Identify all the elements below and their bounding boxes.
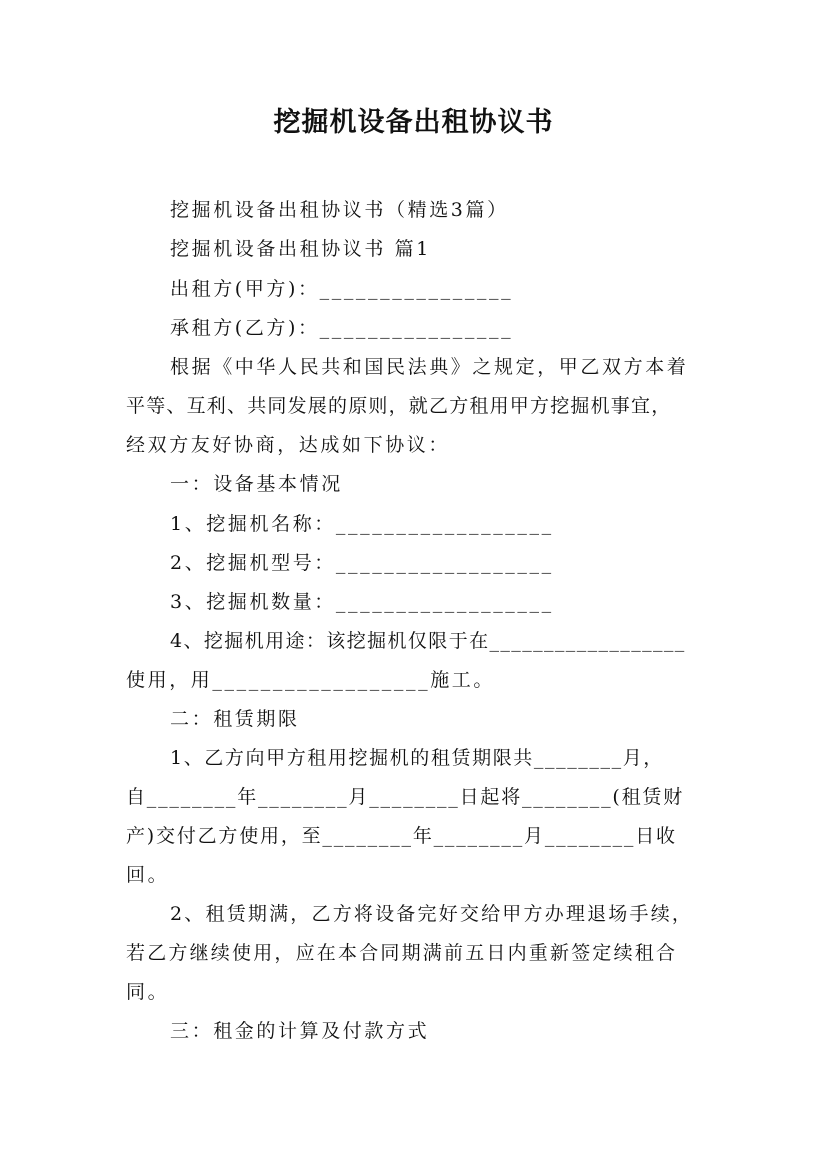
lessor-field: 出租方(甲方)：________________ bbox=[170, 278, 514, 300]
section-heading-part1: 挖掘机设备出租协议书 篇1 bbox=[170, 238, 431, 260]
paragraph-line: 经双方友好协商，达成如下协议： bbox=[126, 434, 451, 456]
equipment-name-field: 1、挖掘机名称：__________________ bbox=[170, 513, 554, 535]
equipment-model-field: 2、挖掘机型号：__________________ bbox=[170, 552, 554, 574]
doc-subtitle: 挖掘机设备出租协议书（精选3篇） bbox=[170, 199, 509, 221]
equipment-use-field: 4、挖掘机用途：该挖掘机仅限于在__________________ bbox=[170, 630, 686, 652]
equipment-quantity-field: 3、挖掘机数量：__________________ bbox=[170, 591, 554, 613]
paragraph-line: 使用，用__________________施工。 bbox=[126, 669, 496, 691]
paragraph-line: 同。 bbox=[126, 981, 170, 1003]
section-heading: 三：租金的计算及付款方式 bbox=[170, 1020, 430, 1042]
lessee-field: 承租方(乙方)：________________ bbox=[170, 317, 514, 339]
section-heading: 一：设备基本情况 bbox=[170, 473, 343, 495]
paragraph-line: 平等、互利、共同发展的原则，就乙方租用甲方挖掘机事宜， bbox=[126, 395, 672, 417]
paragraph-line: 产)交付乙方使用，至________年________月________日收 bbox=[126, 825, 677, 847]
paragraph-line: 1、乙方向甲方租用挖掘机的租赁期限共________月， bbox=[170, 747, 664, 769]
paragraph-line: 自________年________月________日起将________(租赁财 bbox=[126, 786, 685, 808]
paragraph-line: 回。 bbox=[126, 864, 170, 886]
paragraph-line: 2、租赁期满，乙方将设备完好交给甲方办理退场手续， bbox=[170, 903, 694, 925]
paragraph-line: 根据《中华人民共和国民法典》之规定，甲乙双方本着 bbox=[170, 356, 689, 378]
section-heading: 二：租赁期限 bbox=[170, 708, 300, 730]
paragraph-line: 若乙方继续使用，应在本合同期满前五日内重新签定续租合 bbox=[126, 942, 678, 964]
document-title: 挖掘机设备出租协议书 bbox=[273, 107, 554, 138]
